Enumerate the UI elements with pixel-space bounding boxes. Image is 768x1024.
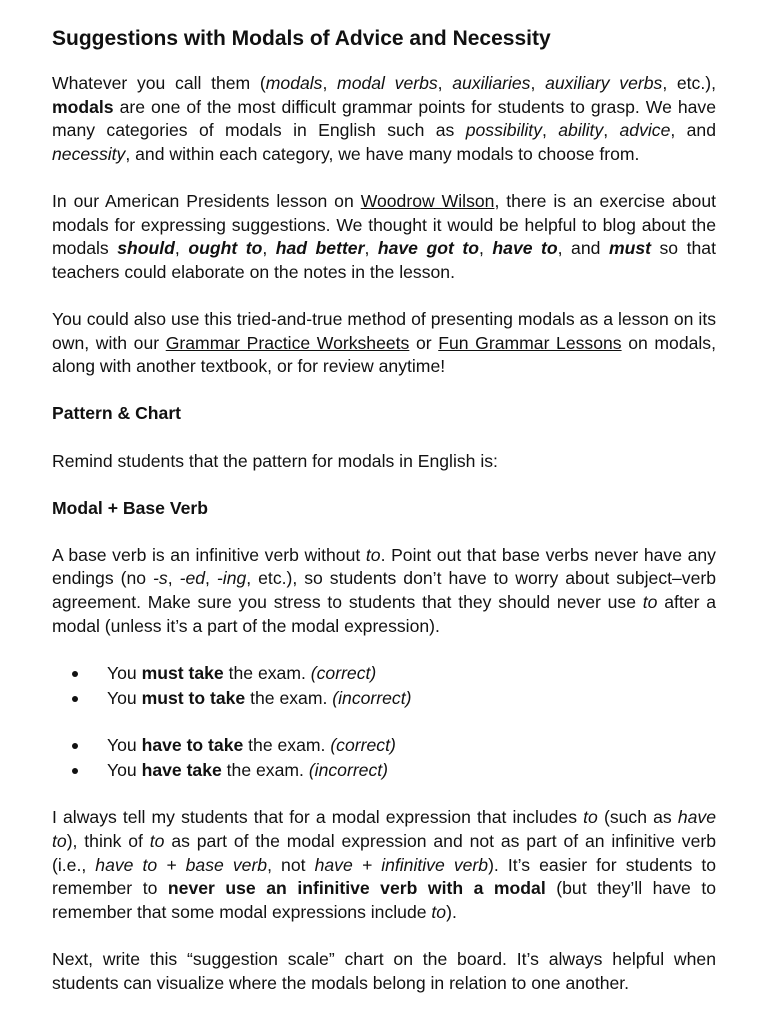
bold-term: have take <box>141 760 222 781</box>
correctness-note: (correct) <box>330 735 396 756</box>
italic-term: modal verbs <box>337 73 438 93</box>
bold-term: never use an infinitive verb with a modal <box>167 878 546 899</box>
text: , not <box>267 854 315 875</box>
italic-term: modals <box>265 73 323 93</box>
example-list-must <box>52 662 716 711</box>
teaching-tip-paragraph <box>52 806 716 924</box>
pattern-intro-paragraph: Remind students that the pattern for modals in English is: <box>52 450 498 471</box>
text: (such as <box>597 807 678 828</box>
correctness-note: (incorrect) <box>332 687 412 708</box>
suggestion-scale-paragraph: Next, write this “suggestion scale” chart on the board. It’s always helpful when students can visualize where the modals belong in relation to one another. <box>52 948 716 993</box>
document-title: Suggestions with Modals of Advice and Necessity <box>52 27 551 50</box>
bullet-icon <box>72 768 78 774</box>
bullet-icon <box>72 671 78 677</box>
intro-paragraph <box>52 72 716 166</box>
text: the exam. <box>223 662 311 683</box>
italic-term: have to + base verb <box>95 854 268 875</box>
text: You could also use this tried-and-true method of presenting modals as a lesson on its own, with our <box>52 308 716 353</box>
text: , <box>542 120 559 141</box>
correctness-note: (correct) <box>310 662 377 683</box>
text: ). It’s easier for students to remember to <box>52 854 716 899</box>
text: the exam. <box>221 760 309 781</box>
italic-term: ability <box>558 120 604 141</box>
correctness-note: (incorrect) <box>308 760 389 781</box>
list-item <box>52 662 716 686</box>
bold-term: modals <box>52 96 114 117</box>
italic-term: possibility <box>465 120 542 141</box>
italic-term: advice <box>619 120 671 141</box>
text: ), think of <box>66 831 150 851</box>
italic-term: to <box>583 807 598 828</box>
italic-term: -ing <box>216 568 247 589</box>
text: In our American Presidents lesson on <box>52 190 361 211</box>
section-heading-pattern-chart: Pattern & Chart <box>52 403 182 424</box>
text: the exam. <box>243 735 331 756</box>
text: as part of the modal expression and not as part of an infinitive verb (i.e., <box>52 831 716 875</box>
modal-term: have got to <box>377 238 479 259</box>
italic-term: have to <box>52 807 716 851</box>
lesson-paragraph <box>52 190 716 284</box>
text: , there is an exercise about modals for expressing suggestions. We thought it would be helpful to blog about the modals <box>52 190 716 259</box>
example-list-have-to <box>52 734 716 783</box>
text: , and <box>670 120 716 141</box>
modal-term: ought to <box>188 238 263 259</box>
text: (but they’ll have to remember that some modal expressions include <box>52 878 716 922</box>
italic-term: necessity <box>52 143 126 164</box>
text: , <box>262 238 276 259</box>
text: , <box>167 568 180 589</box>
text: Whatever you call them ( <box>52 73 266 93</box>
text: You <box>107 760 142 781</box>
woodrow-wilson-link[interactable]: Woodrow Wilson <box>360 190 495 211</box>
text: the exam. <box>245 687 333 708</box>
modal-term: have to <box>492 238 558 259</box>
grammar-practice-worksheets-link[interactable]: Grammar Practice Worksheets <box>165 332 410 353</box>
italic-term: to <box>149 831 165 851</box>
text: , and within each category, we have many modals to choose from. <box>125 143 640 164</box>
text: , and <box>557 238 609 259</box>
italic-term: to <box>431 901 447 922</box>
text: , <box>530 73 546 93</box>
text: I always tell my students that for a modal expression that includes <box>52 807 584 828</box>
bold-term: have to take <box>141 735 244 756</box>
list-item <box>52 687 716 711</box>
text: , <box>174 238 189 259</box>
bold-term: must to take <box>141 687 246 708</box>
text: , <box>205 568 217 589</box>
text: , etc.), <box>662 73 716 93</box>
text: , <box>364 238 378 259</box>
bullet-icon <box>72 696 78 702</box>
text: You <box>107 735 142 756</box>
resources-paragraph <box>52 308 716 379</box>
text: , <box>437 73 453 93</box>
italic-term: -ed <box>179 568 206 589</box>
italic-term: -s <box>153 568 168 589</box>
text: are one of the most difficult grammar points for students to grasp. We have many categories of modals in English such as <box>52 96 716 141</box>
text: so that teachers could elaborate on the notes in the lesson. <box>52 238 716 282</box>
text: . Point out that base verbs never have any endings (no <box>52 544 716 589</box>
bold-term: must take <box>141 662 224 683</box>
italic-term: to <box>365 544 381 565</box>
text: after a modal (unless it’s a part of the modal expression). <box>52 592 716 636</box>
text: , etc.), so students don’t have to worry about subject–verb agreement. Make sure you stress to students that they should never use <box>52 568 717 613</box>
base-verb-paragraph <box>52 544 716 638</box>
section-heading-modal-base-verb: Modal + Base Verb <box>52 497 208 518</box>
text: You <box>107 687 142 708</box>
italic-term: to <box>642 592 658 613</box>
modal-term: should <box>117 238 175 259</box>
modal-term: must <box>608 238 651 259</box>
text: A base verb is an infinitive verb without <box>52 544 366 565</box>
text: , <box>478 238 493 259</box>
text: or <box>409 332 439 353</box>
list-item <box>52 734 716 758</box>
italic-term: auxiliaries <box>452 73 531 93</box>
list-item <box>52 759 716 783</box>
text: on modals, along with another textbook, or for review anytime! <box>52 332 716 377</box>
text: You <box>107 662 142 683</box>
fun-grammar-lessons-link[interactable]: Fun Grammar Lessons <box>438 332 622 353</box>
bullet-icon <box>72 743 78 749</box>
text: , <box>603 120 620 141</box>
modal-term: had better <box>275 238 365 259</box>
italic-term: auxiliary verbs <box>545 73 663 93</box>
text: ). <box>446 901 457 922</box>
text: , <box>322 73 338 93</box>
italic-term: have + infinitive verb <box>314 854 489 875</box>
